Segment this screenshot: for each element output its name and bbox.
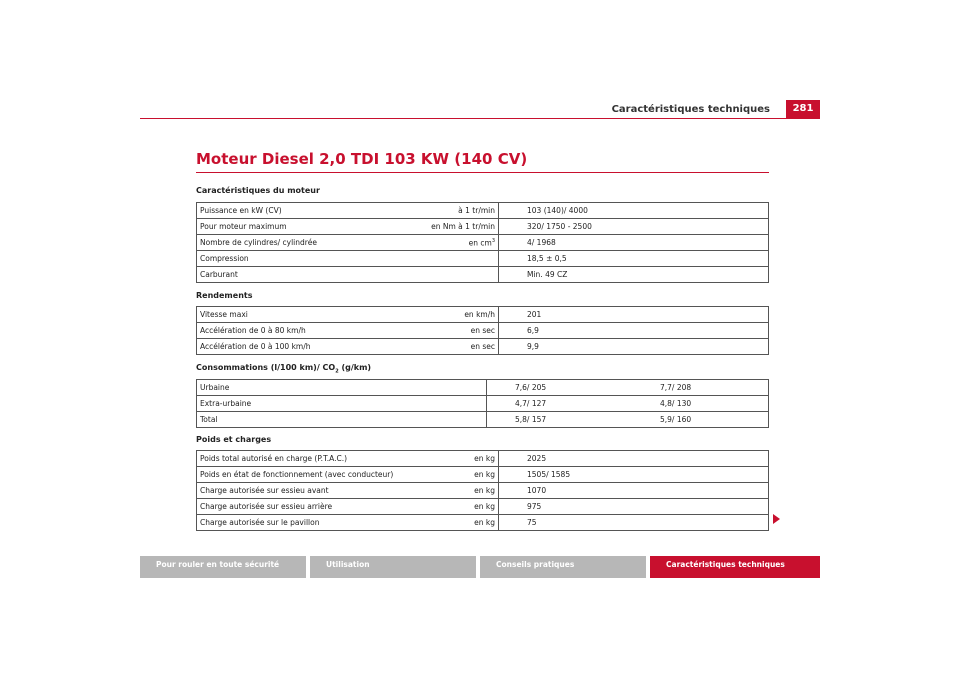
table-row [197, 339, 769, 355]
row-label: Extra-urbaine [197, 396, 487, 412]
table-row [197, 251, 769, 267]
row-value: Min. 49 CZ [499, 267, 769, 283]
row-label: Total [197, 412, 487, 428]
row-value: 1070 [499, 483, 769, 499]
row-value-1: 4,7/ 127 [487, 396, 633, 412]
row-label: Poids total autorisé en charge (P.T.A.C.) [197, 451, 420, 467]
header-divider [140, 118, 820, 119]
row-unit: en sec [419, 323, 499, 339]
engine-table [196, 202, 769, 283]
table-row [197, 467, 769, 483]
page-title: Moteur Diesel 2,0 TDI 103 KW (140 CV) [196, 150, 528, 168]
row-unit: en sec [419, 339, 499, 355]
table-row [197, 203, 769, 219]
header-title: Caractéristiques techniques [611, 104, 770, 115]
row-label: Charge autorisée sur le pavillon [197, 515, 420, 531]
row-label: Compression [197, 251, 420, 267]
performance-table [196, 306, 769, 355]
row-value: 18,5 ± 0,5 [499, 251, 769, 267]
row-unit: en Nm à 1 tr/min [419, 219, 499, 235]
row-unit: en kg [419, 467, 499, 483]
row-label: Accélération de 0 à 100 km/h [197, 339, 420, 355]
nav-tab-caracteristiques[interactable]: Caractéristiques techniques [650, 556, 820, 578]
row-value: 320/ 1750 - 2500 [499, 219, 769, 235]
row-unit: en kg [419, 451, 499, 467]
table-row [197, 380, 769, 396]
section-label-engine: Caractéristiques du moteur [196, 186, 320, 195]
unit-superscript: 3 [491, 237, 495, 244]
row-label: Urbaine [197, 380, 487, 396]
nav-tab-utilisation[interactable]: Utilisation [310, 556, 476, 578]
row-unit: en km/h [419, 307, 499, 323]
row-value: 2025 [499, 451, 769, 467]
section-label-consumption [196, 363, 371, 375]
row-value: 1505/ 1585 [499, 467, 769, 483]
row-unit: en kg [419, 499, 499, 515]
row-value: 103 (140)/ 4000 [499, 203, 769, 219]
consumption-table [196, 379, 769, 428]
section-label-performance: Rendements [196, 291, 253, 300]
table-row [197, 307, 769, 323]
row-label: Accélération de 0 à 80 km/h [197, 323, 420, 339]
row-label: Poids en état de fonctionnement (avec conducteur) [197, 467, 420, 483]
row-label: Puissance en kW (CV) [197, 203, 420, 219]
title-divider [196, 172, 769, 173]
row-value-1: 5,8/ 157 [487, 412, 633, 428]
table-row [197, 219, 769, 235]
unit-text: en cm [468, 238, 492, 248]
row-value: 975 [499, 499, 769, 515]
row-value-2: 7,7/ 208 [632, 380, 769, 396]
row-value-2: 4,8/ 130 [632, 396, 769, 412]
table-row [197, 412, 769, 428]
table-row [197, 499, 769, 515]
section-label-weights: Poids et charges [196, 435, 272, 444]
row-unit [419, 251, 499, 267]
table-row [197, 451, 769, 467]
row-label: Nombre de cylindres/ cylindrée [197, 235, 420, 251]
page-number: 281 [786, 100, 820, 118]
row-unit [419, 235, 499, 251]
consumption-label-pre: Consommations (l/100 km)/ CO [196, 363, 336, 372]
row-value-1: 7,6/ 205 [487, 380, 633, 396]
row-label: Carburant [197, 267, 420, 283]
consumption-label-sub: 2 [335, 368, 339, 375]
table-row [197, 515, 769, 531]
row-value-2: 5,9/ 160 [632, 412, 769, 428]
table-row [197, 267, 769, 283]
row-value: 9,9 [499, 339, 769, 355]
consumption-label-post: (g/km) [338, 363, 372, 372]
row-unit [419, 267, 499, 283]
row-unit: à 1 tr/min [419, 203, 499, 219]
nav-tab-conseils[interactable]: Conseils pratiques [480, 556, 646, 578]
row-value: 201 [499, 307, 769, 323]
row-label: Charge autorisée sur essieu arrière [197, 499, 420, 515]
row-label: Pour moteur maximum [197, 219, 420, 235]
weights-table [196, 450, 769, 531]
nav-tab-securite[interactable]: Pour rouler en toute sécurité [140, 556, 306, 578]
row-unit: en kg [419, 483, 499, 499]
row-value: 6,9 [499, 323, 769, 339]
table-row [197, 323, 769, 339]
row-label: Charge autorisée sur essieu avant [197, 483, 420, 499]
row-value: 4/ 1968 [499, 235, 769, 251]
row-unit: en kg [419, 515, 499, 531]
row-value: 75 [499, 515, 769, 531]
table-row [197, 396, 769, 412]
table-row [197, 483, 769, 499]
table-row [197, 235, 769, 251]
triangle-right-icon[interactable] [773, 514, 780, 524]
row-label: Vitesse maxi [197, 307, 420, 323]
